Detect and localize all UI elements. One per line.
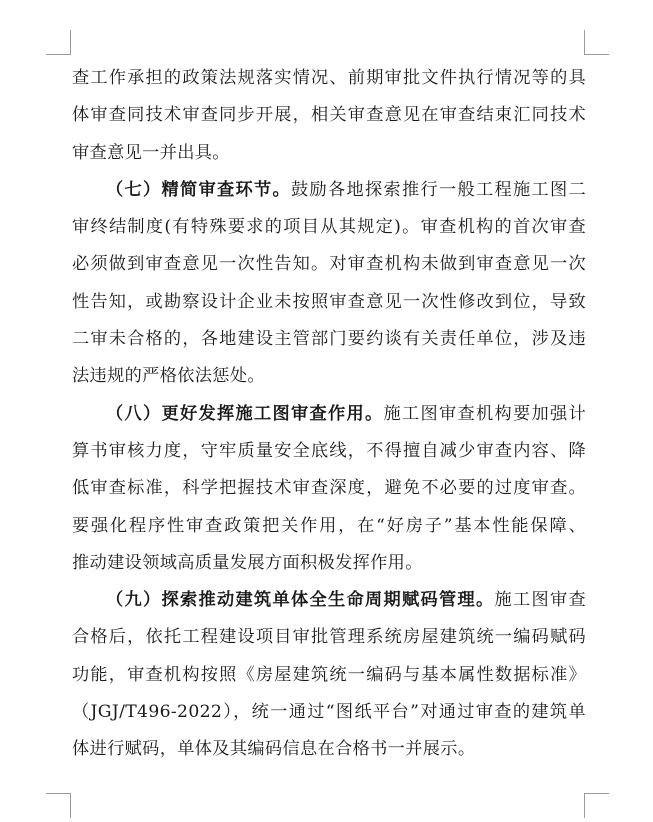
text-line: 算书审核力度，守牢质量安全底线，不得擅自减少审查内容、降 — [72, 440, 586, 461]
paragraph-continuation — [72, 60, 586, 172]
paragraph-section-9 — [72, 582, 586, 768]
text-line: 体审查同技术审查同步开展，相关审查意见在审查结束汇同技术 — [72, 105, 586, 126]
text-line: 必须做到审查意见一次性告知。对审查机构未做到审查意见一次 — [72, 254, 586, 275]
text-line: 要强化程序性审查政策把关作用，在“好房子”基本性能保障、 — [72, 515, 586, 536]
text-line: 法违规的严格依法惩处。 — [72, 366, 265, 387]
text-line: 审查意见一并出具。 — [72, 142, 230, 163]
crop-mark-top-right — [584, 54, 609, 55]
crop-mark-top-left — [46, 54, 71, 55]
section-heading: （九）探索推动建筑单体全生命周期赋码管理。 — [106, 590, 495, 611]
text-line: 低审查标准，科学把握技术审查深度，避免不必要的过度审查。 — [72, 478, 586, 499]
text-line: 推动建设领域高质量发展方面积极发挥作用。 — [72, 552, 423, 573]
crop-mark-top-right — [584, 30, 585, 55]
text-line: （JGJ/T496-2022），统一通过“图纸平台”对通过审查的建筑单 — [72, 702, 586, 723]
text-span: 施工图审查 — [494, 590, 586, 611]
crop-mark-bottom-left — [46, 793, 71, 794]
text-span: 鼓励各地探索推行一般工程施工图二 — [290, 179, 586, 200]
text-line: 体进行赋码，单体及其编码信息在合格书一并展示。 — [72, 739, 476, 760]
crop-mark-bottom-left — [70, 793, 71, 818]
section-heading: （八）更好发挥施工图审查作用。 — [106, 403, 384, 424]
text-line: 性告知，或勘察设计企业未按照审查意见一次性修改到位，导致 — [72, 291, 586, 312]
text-line — [72, 396, 586, 433]
crop-mark-bottom-right — [584, 793, 585, 818]
text-line: 审终结制度(有特殊要求的项目从其规定)。审查机构的首次审查 — [72, 217, 586, 238]
section-heading: （七）精简审查环节。 — [106, 179, 291, 200]
crop-mark-top-left — [70, 30, 71, 55]
paragraph-section-8 — [72, 396, 586, 582]
document-body — [72, 60, 586, 769]
text-line: 合格后，依托工程建设项目审批管理系统房屋建筑统一编码赋码 — [72, 627, 586, 648]
text-line — [72, 172, 586, 209]
text-span: 施工图审查机构要加强计 — [383, 403, 586, 424]
paragraph-section-7 — [72, 172, 586, 396]
text-line — [72, 582, 586, 619]
text-line: 功能，审查机构按照《房屋建筑统一编码与基本属性数据标准》 — [72, 664, 586, 685]
text-line: 二审未合格的，各地建设主管部门要约谈有关责任单位，涉及违 — [72, 329, 586, 350]
crop-mark-bottom-right — [584, 793, 609, 794]
text-line: 查工作承担的政策法规落实情况、前期审批文件执行情况等的具 — [72, 68, 586, 88]
